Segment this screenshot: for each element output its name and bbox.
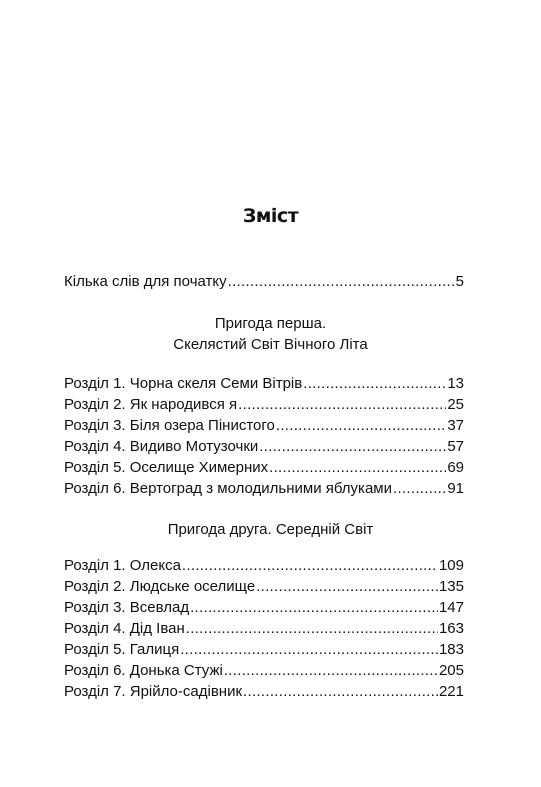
dot-leader [180,640,438,660]
toc-entry-label: Розділ 7. Ярійло-садівник [64,683,243,700]
toc-entry-page: 5 [455,273,464,290]
toc-entry-label: Розділ 3. Всевлад [64,599,190,616]
toc-entry-label: Розділ 2. Людське оселище [64,578,256,595]
toc-entry-page: 183 [438,641,464,658]
toc-entry [64,682,464,702]
dot-leader [259,437,446,457]
toc-entry [64,458,464,478]
toc-entry-page: 135 [438,578,464,595]
part2-heading: Пригода друга. Середній Світ [167,521,374,538]
toc-entry [64,598,464,618]
toc-entry [64,640,464,660]
toc-entry-label: Розділ 4. Дід Іван [64,620,185,637]
toc-entry [64,395,464,415]
toc-entry-page: 69 [447,459,464,476]
toc-entry-page: 109 [438,557,464,574]
toc-entry [64,416,464,436]
toc-entry-label: Розділ 3. Біля озера Пінистого [64,417,275,434]
toc-entry [64,661,464,681]
toc-entry-page: 205 [438,662,464,679]
dot-leader [303,374,446,394]
toc-entry [64,374,464,394]
dot-leader [256,577,438,597]
part1-heading-line1: Пригода перша. [214,315,327,332]
dot-leader [238,395,446,415]
dot-leader [224,661,438,681]
toc-entry [64,437,464,457]
toc-entry-label: Розділ 5. Оселище Химерних [64,459,269,476]
dot-leader [190,598,438,618]
dot-leader [276,416,446,436]
toc-entry-page: 37 [447,417,464,434]
toc-entry [64,556,464,576]
part1-heading-line2: Скелястий Світ Вічного Літа [173,336,368,353]
page-title: Зміст [242,205,299,227]
dot-leader [269,458,446,478]
dot-leader [186,619,438,639]
toc-entry-label: Розділ 6. Вертоград з молодильними яблуками [64,480,392,497]
toc-entry-page: 221 [438,683,464,700]
toc-entry [64,619,464,639]
toc-entry-label: Розділ 4. Видиво Мотузочки [64,438,259,455]
toc-entry-page: 91 [447,480,464,497]
dot-leader [393,479,446,499]
toc-entry-label: Розділ 1. Чорна скеля Семи Вітрів [64,375,303,392]
toc-entry-page: 147 [438,599,464,616]
toc-entry-page: 13 [447,375,464,392]
toc-entry-page: 57 [447,438,464,455]
toc-entry-label: Розділ 1. Олекса [64,557,181,574]
toc-entry-label: Кілька слів для початку [64,273,227,290]
toc-entry-label: Розділ 2. Як народився я [64,396,238,413]
dot-leader [228,272,455,292]
toc-entry [64,479,464,499]
toc-entry-page: 25 [447,396,464,413]
toc-entry-page: 163 [438,620,464,637]
toc-entry-label: Розділ 5. Галиця [64,641,180,658]
dot-leader [182,556,438,576]
toc-entry [64,577,464,597]
toc-entry-intro [64,272,464,292]
dot-leader [243,682,438,702]
toc-entry-label: Розділ 6. Донька Стужі [64,662,223,679]
